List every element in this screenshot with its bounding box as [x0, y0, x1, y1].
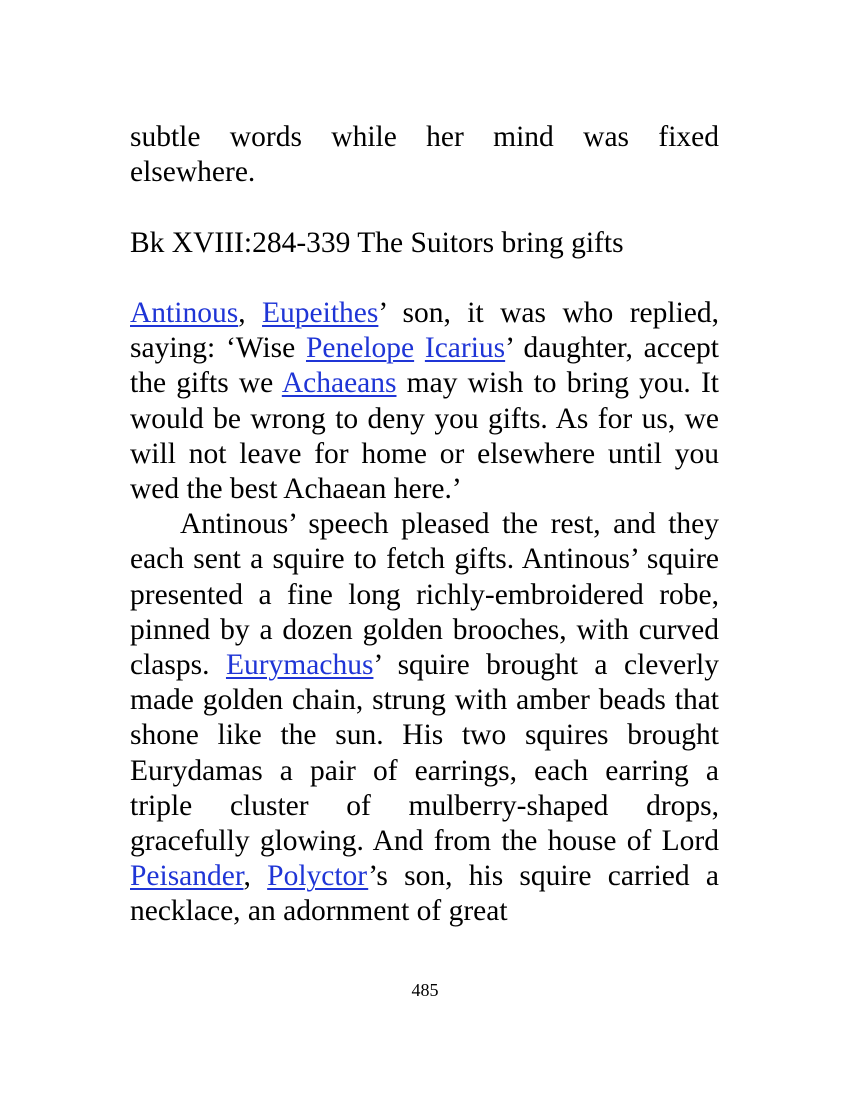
paragraph-text: may wish to bring you. It would be wrong to deny you gifts. As for us, we will not leave for home or elsewhere until you wed the best Achaean here.’	[130, 367, 719, 505]
paragraph-text: ’ squire brought a cleverly made golden chain, strung with amber beads that shone like the sun. His two squires brought Eurydamas a pair of earrings, each earring a triple cluster of mulberry-shaped drops, gracefully glowing. And from the house of Lord	[130, 649, 719, 858]
link-polyctor[interactable]: Polyctor	[267, 860, 369, 893]
paragraph-text: ’ son, it was who replied, saying: ‘Wise	[130, 296, 720, 365]
section-heading-text: Bk XVIII:284-339 The Suitors bring gifts	[130, 226, 624, 259]
paragraph-text: Antinous’ speech pleased the rest, and they each sent a squire to fetch gifts. Antinous’ squire presented a fine long richly-embroidered robe, pinned by a dozen golden brooches, with curved clasps.	[130, 508, 719, 682]
link-antinous[interactable]: Antinous	[130, 296, 239, 329]
link-eurymachus[interactable]: Eurymachus	[225, 649, 374, 682]
page-body	[130, 120, 719, 930]
section-heading	[130, 226, 719, 261]
link-icarius[interactable]: Icarius	[424, 332, 506, 365]
paragraph-suitor-reply	[130, 296, 719, 507]
paragraph-text: ,	[243, 860, 268, 893]
link-achaeans[interactable]: Achaeans	[281, 367, 397, 400]
continuation-paragraph	[130, 120, 719, 190]
paragraph-text: ,	[238, 296, 263, 329]
continuation-text: subtle words while her mind was fixed elsewhere.	[130, 121, 719, 189]
paragraph-gifts	[130, 507, 719, 929]
page-number: 485	[411, 980, 439, 1000]
link-penelope[interactable]: Penelope	[305, 332, 415, 365]
paragraph-text: ’s son, his squire carried a necklace, an adornment of great	[130, 860, 720, 928]
link-peisander[interactable]: Peisander	[130, 860, 244, 893]
link-eupeithes[interactable]: Eupeithes	[262, 296, 379, 329]
paragraph-text: ’ daughter, accept the gifts we	[130, 332, 719, 400]
paragraph-text	[414, 332, 425, 364]
